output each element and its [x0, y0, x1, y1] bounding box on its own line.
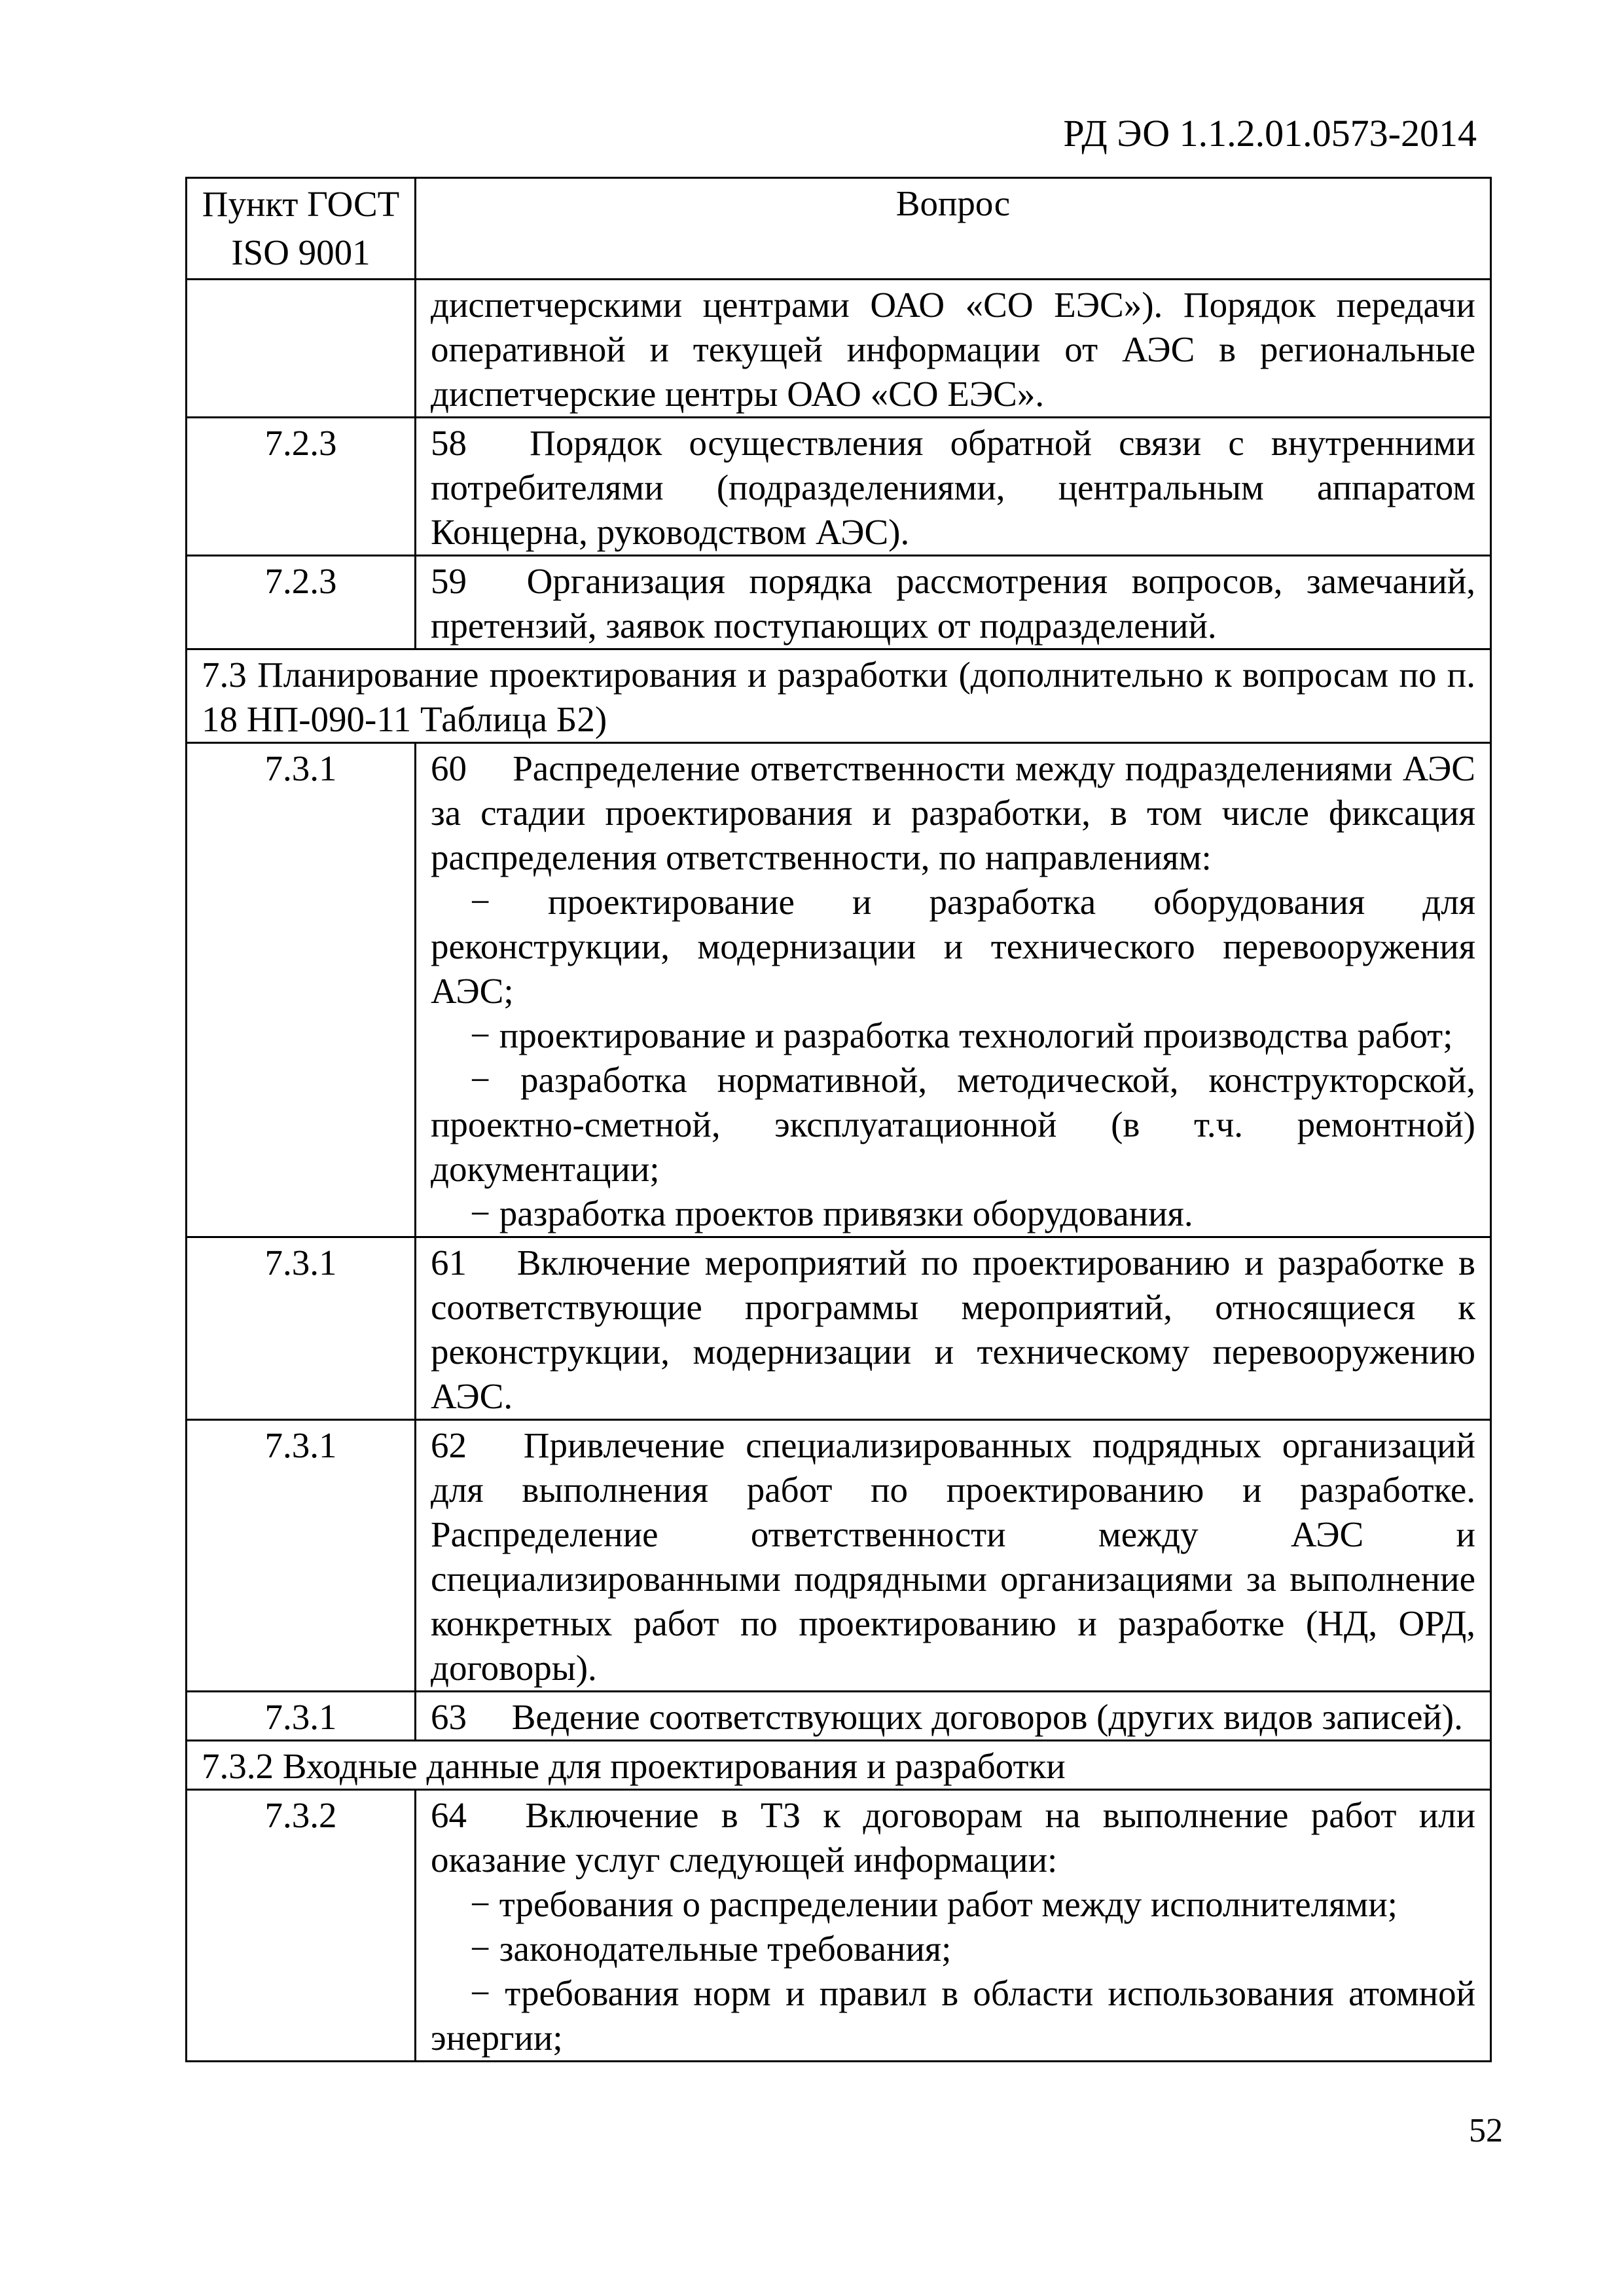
section-row	[187, 649, 1491, 743]
question-number: 60	[431, 748, 467, 788]
section-heading: 7.3.2 Входные данные для проектирования и разработки	[187, 1741, 1491, 1790]
question-number: 63	[431, 1697, 467, 1737]
clause-cell: 7.3.1	[187, 743, 416, 1237]
clause-cell: 7.3.1	[187, 1237, 416, 1420]
section-row	[187, 1741, 1491, 1790]
clause-cell: 7.2.3	[187, 418, 416, 556]
question-text: Ведение соответствующих договоров (других видов записей).	[511, 1697, 1463, 1737]
question-cell	[416, 556, 1491, 649]
table-row	[187, 1692, 1491, 1741]
question-text: Включение мероприятий по проектированию и разработке в соответствующие программы мероприятий, относящиеся к реконструкции, модернизации и техническому перевооружению АЭС.	[431, 1243, 1475, 1416]
question-cell	[416, 743, 1491, 1237]
section-heading: 7.3 Планирование проектирования и разработки (дополнительно к вопросам по п. 18 НП-090-11 Таблица Б2)	[187, 649, 1491, 743]
table-header-row	[187, 178, 1491, 280]
table-row	[187, 1237, 1491, 1420]
list-item: − проектирование и разработка оборудования для реконструкции, модернизации и технического перевооружения АЭС;	[431, 882, 1475, 1011]
clause-cell: 7.3.2	[187, 1790, 416, 2062]
table-row	[187, 418, 1491, 556]
question-cell: диспетчерскими центрами ОАО «СО ЕЭС»). Порядок передачи оперативной и текущей информации от АЭС в региональные диспетчерские центры ОАО «СО ЕЭС».	[416, 280, 1491, 418]
question-number: 58	[431, 423, 467, 463]
question-text: Организация порядка рассмотрения вопросов, замечаний, претензий, заявок поступающих от подразделений.	[431, 561, 1475, 646]
clause-cell	[187, 280, 416, 418]
list-item: − требования о распределении работ между исполнителями;	[470, 1884, 1398, 1924]
question-cell	[416, 1790, 1491, 2062]
clause-cell: 7.2.3	[187, 556, 416, 649]
question-text: Включение в ТЗ к договорам на выполнение работ или оказание услуг следующей информации:	[431, 1795, 1476, 1880]
question-cell	[416, 1692, 1491, 1741]
question-number: 62	[431, 1425, 467, 1465]
table-row	[187, 556, 1491, 649]
page-number: 52	[1469, 2112, 1503, 2149]
document-id: РД ЭО 1.1.2.01.0573-2014	[1063, 112, 1477, 155]
list-item: − требования норм и правил в области использования атомной энергии;	[431, 1973, 1475, 2058]
list-item: − законодательные требования;	[470, 1929, 952, 1969]
question-cell	[416, 418, 1491, 556]
question-text: Порядок осуществления обратной связи с внутренними потребителями (подразделениями, центральным аппаратом Концерна, руководством АЭС).	[431, 423, 1475, 552]
question-cell	[416, 1420, 1491, 1692]
question-number: 64	[431, 1795, 467, 1835]
header-question: Вопрос	[416, 178, 1491, 280]
table-row	[187, 1420, 1491, 1692]
clause-cell: 7.3.1	[187, 1420, 416, 1692]
clause-cell: 7.3.1	[187, 1692, 416, 1741]
list-item: − разработка проектов привязки оборудования.	[470, 1194, 1193, 1233]
header-clause: Пункт ГОСТ ISO 9001	[187, 178, 416, 280]
table-row	[187, 743, 1491, 1237]
question-number: 61	[431, 1243, 467, 1283]
question-cell	[416, 1237, 1491, 1420]
table-row	[187, 1790, 1491, 2062]
question-number: 59	[431, 561, 467, 601]
question-text: Привлечение специализированных подрядных организаций для выполнения работ по проектированию и разработке. Распределение ответственности между АЭС и специализированными подрядными организациями за выполнение конкретных работ по проектированию и разработке (НД, ОРД, договоры).	[431, 1425, 1475, 1688]
list-item: − проектирование и разработка технологий производства работ;	[470, 1015, 1453, 1055]
table-row	[187, 280, 1491, 418]
questions-table	[185, 177, 1492, 2062]
question-text: Распределение ответственности между подразделениями АЭС за стадии проектирования и разработки, в том числе фиксация распределения ответственности, по направлениям:	[431, 748, 1475, 877]
list-item: − разработка нормативной, методической, конструкторской, проектно-сметной, эксплуатационной (в т.ч. ремонтной) документации;	[431, 1060, 1475, 1189]
